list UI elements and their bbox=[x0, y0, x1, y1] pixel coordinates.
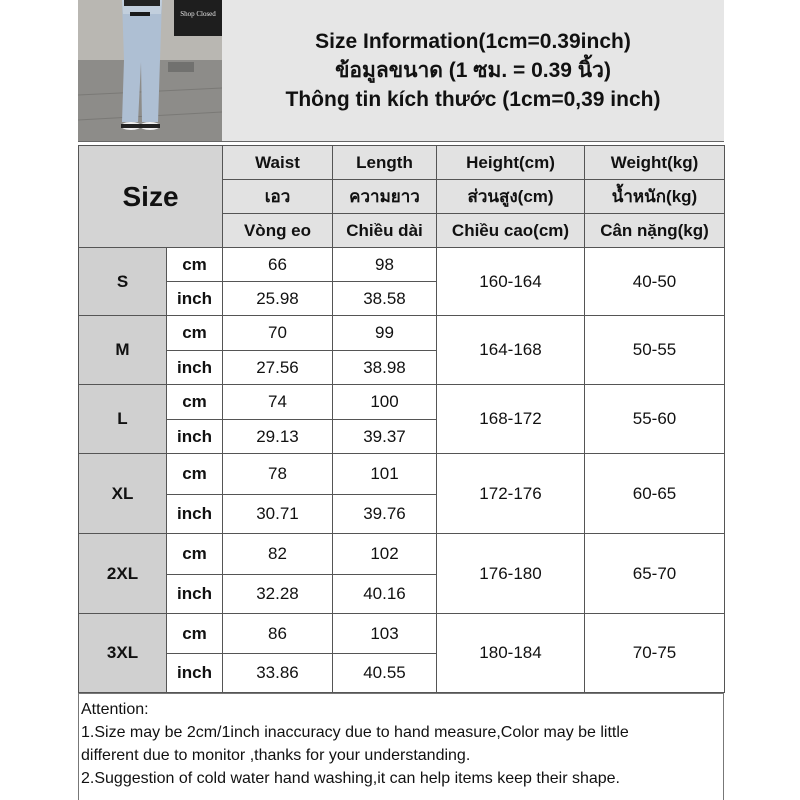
title-thai: ข้อมูลขนาด (1 ซม. = 0.39 นิ้ว) bbox=[335, 59, 611, 82]
length-cm: 99 bbox=[333, 316, 437, 351]
height-range: 164-168 bbox=[437, 316, 585, 385]
size-cell: S bbox=[79, 248, 167, 316]
table-row bbox=[79, 385, 725, 420]
notes-line-3: 2.Suggestion of cold water hand washing,it can help items keep their shape. bbox=[81, 770, 620, 787]
length-inch: 40.55 bbox=[333, 654, 437, 693]
unit-cm: cm bbox=[167, 454, 223, 495]
waist-inch: 27.56 bbox=[223, 351, 333, 385]
waist-cm: 82 bbox=[223, 534, 333, 575]
weight-range: 50-55 bbox=[585, 316, 725, 385]
weight-range: 60-65 bbox=[585, 454, 725, 534]
weight-range: 70-75 bbox=[585, 614, 725, 693]
unit-inch: inch bbox=[167, 575, 223, 614]
size-cell: XL bbox=[79, 454, 167, 534]
length-cm: 102 bbox=[333, 534, 437, 575]
unit-cm: cm bbox=[167, 614, 223, 654]
header-height: Height(cm) bbox=[437, 146, 585, 180]
shop-sign-text: Shop Closed bbox=[180, 10, 216, 18]
waist-inch: 30.71 bbox=[223, 495, 333, 534]
weight-range: 65-70 bbox=[585, 534, 725, 614]
waist-cm: 86 bbox=[223, 614, 333, 654]
size-information-title bbox=[222, 0, 724, 142]
notes-line-1: 1.Size may be 2cm/1inch inaccuracy due to hand measure,Color may be little bbox=[81, 724, 629, 741]
header-length-thai: ความยาว bbox=[333, 180, 437, 214]
length-inch: 38.58 bbox=[333, 282, 437, 316]
attention-notes bbox=[78, 693, 724, 800]
length-inch: 40.16 bbox=[333, 575, 437, 614]
header-weight-vietnamese: Cân nặng(kg) bbox=[585, 214, 725, 248]
unit-inch: inch bbox=[167, 654, 223, 693]
unit-inch: inch bbox=[167, 495, 223, 534]
height-range: 172-176 bbox=[437, 454, 585, 534]
header-waist: Waist bbox=[223, 146, 333, 180]
notes-heading: Attention: bbox=[81, 701, 149, 718]
unit-cm: cm bbox=[167, 248, 223, 282]
unit-cm: cm bbox=[167, 316, 223, 351]
waist-inch: 33.86 bbox=[223, 654, 333, 693]
height-range: 168-172 bbox=[437, 385, 585, 454]
size-chart-table bbox=[78, 145, 725, 693]
notes-line-2: different due to monitor ,thanks for your understanding. bbox=[81, 747, 471, 764]
header-weight: Weight(kg) bbox=[585, 146, 725, 180]
size-cell: M bbox=[79, 316, 167, 385]
header-length: Length bbox=[333, 146, 437, 180]
unit-inch: inch bbox=[167, 282, 223, 316]
header-weight-thai: น้ำหนัก(kg) bbox=[585, 180, 725, 214]
header-waist-vietnamese: Vòng eo bbox=[223, 214, 333, 248]
table-row bbox=[79, 316, 725, 351]
waist-inch: 32.28 bbox=[223, 575, 333, 614]
unit-inch: inch bbox=[167, 420, 223, 454]
header-length-vietnamese: Chiều dài bbox=[333, 214, 437, 248]
table-row bbox=[79, 454, 725, 495]
waist-inch: 25.98 bbox=[223, 282, 333, 316]
title-vietnamese: Thông tin kích thước (1cm=0,39 inch) bbox=[285, 88, 661, 111]
length-cm: 101 bbox=[333, 454, 437, 495]
title-english: Size Information(1cm=0.39inch) bbox=[315, 30, 631, 53]
unit-cm: cm bbox=[167, 534, 223, 575]
table-row bbox=[79, 614, 725, 654]
product-photo bbox=[78, 0, 223, 142]
length-cm: 103 bbox=[333, 614, 437, 654]
waist-inch: 29.13 bbox=[223, 420, 333, 454]
length-cm: 100 bbox=[333, 385, 437, 420]
weight-range: 55-60 bbox=[585, 385, 725, 454]
height-range: 160-164 bbox=[437, 248, 585, 316]
header-height-vietnamese: Chiều cao(cm) bbox=[437, 214, 585, 248]
size-cell: L bbox=[79, 385, 167, 454]
height-range: 180-184 bbox=[437, 614, 585, 693]
product-photo-illustration bbox=[78, 0, 222, 141]
length-cm: 98 bbox=[333, 248, 437, 282]
weight-range: 40-50 bbox=[585, 248, 725, 316]
header-waist-thai: เอว bbox=[223, 180, 333, 214]
waist-cm: 74 bbox=[223, 385, 333, 420]
header-height-thai: ส่วนสูง(cm) bbox=[437, 180, 585, 214]
header-row-english bbox=[79, 146, 725, 180]
waist-cm: 70 bbox=[223, 316, 333, 351]
unit-inch: inch bbox=[167, 351, 223, 385]
table-row bbox=[79, 248, 725, 282]
waist-cm: 66 bbox=[223, 248, 333, 282]
length-inch: 39.76 bbox=[333, 495, 437, 534]
table-row bbox=[79, 534, 725, 575]
size-cell: 2XL bbox=[79, 534, 167, 614]
size-cell: 3XL bbox=[79, 614, 167, 693]
height-range: 176-180 bbox=[437, 534, 585, 614]
waist-cm: 78 bbox=[223, 454, 333, 495]
unit-cm: cm bbox=[167, 385, 223, 420]
length-inch: 39.37 bbox=[333, 420, 437, 454]
size-header: Size bbox=[79, 146, 223, 248]
length-inch: 38.98 bbox=[333, 351, 437, 385]
